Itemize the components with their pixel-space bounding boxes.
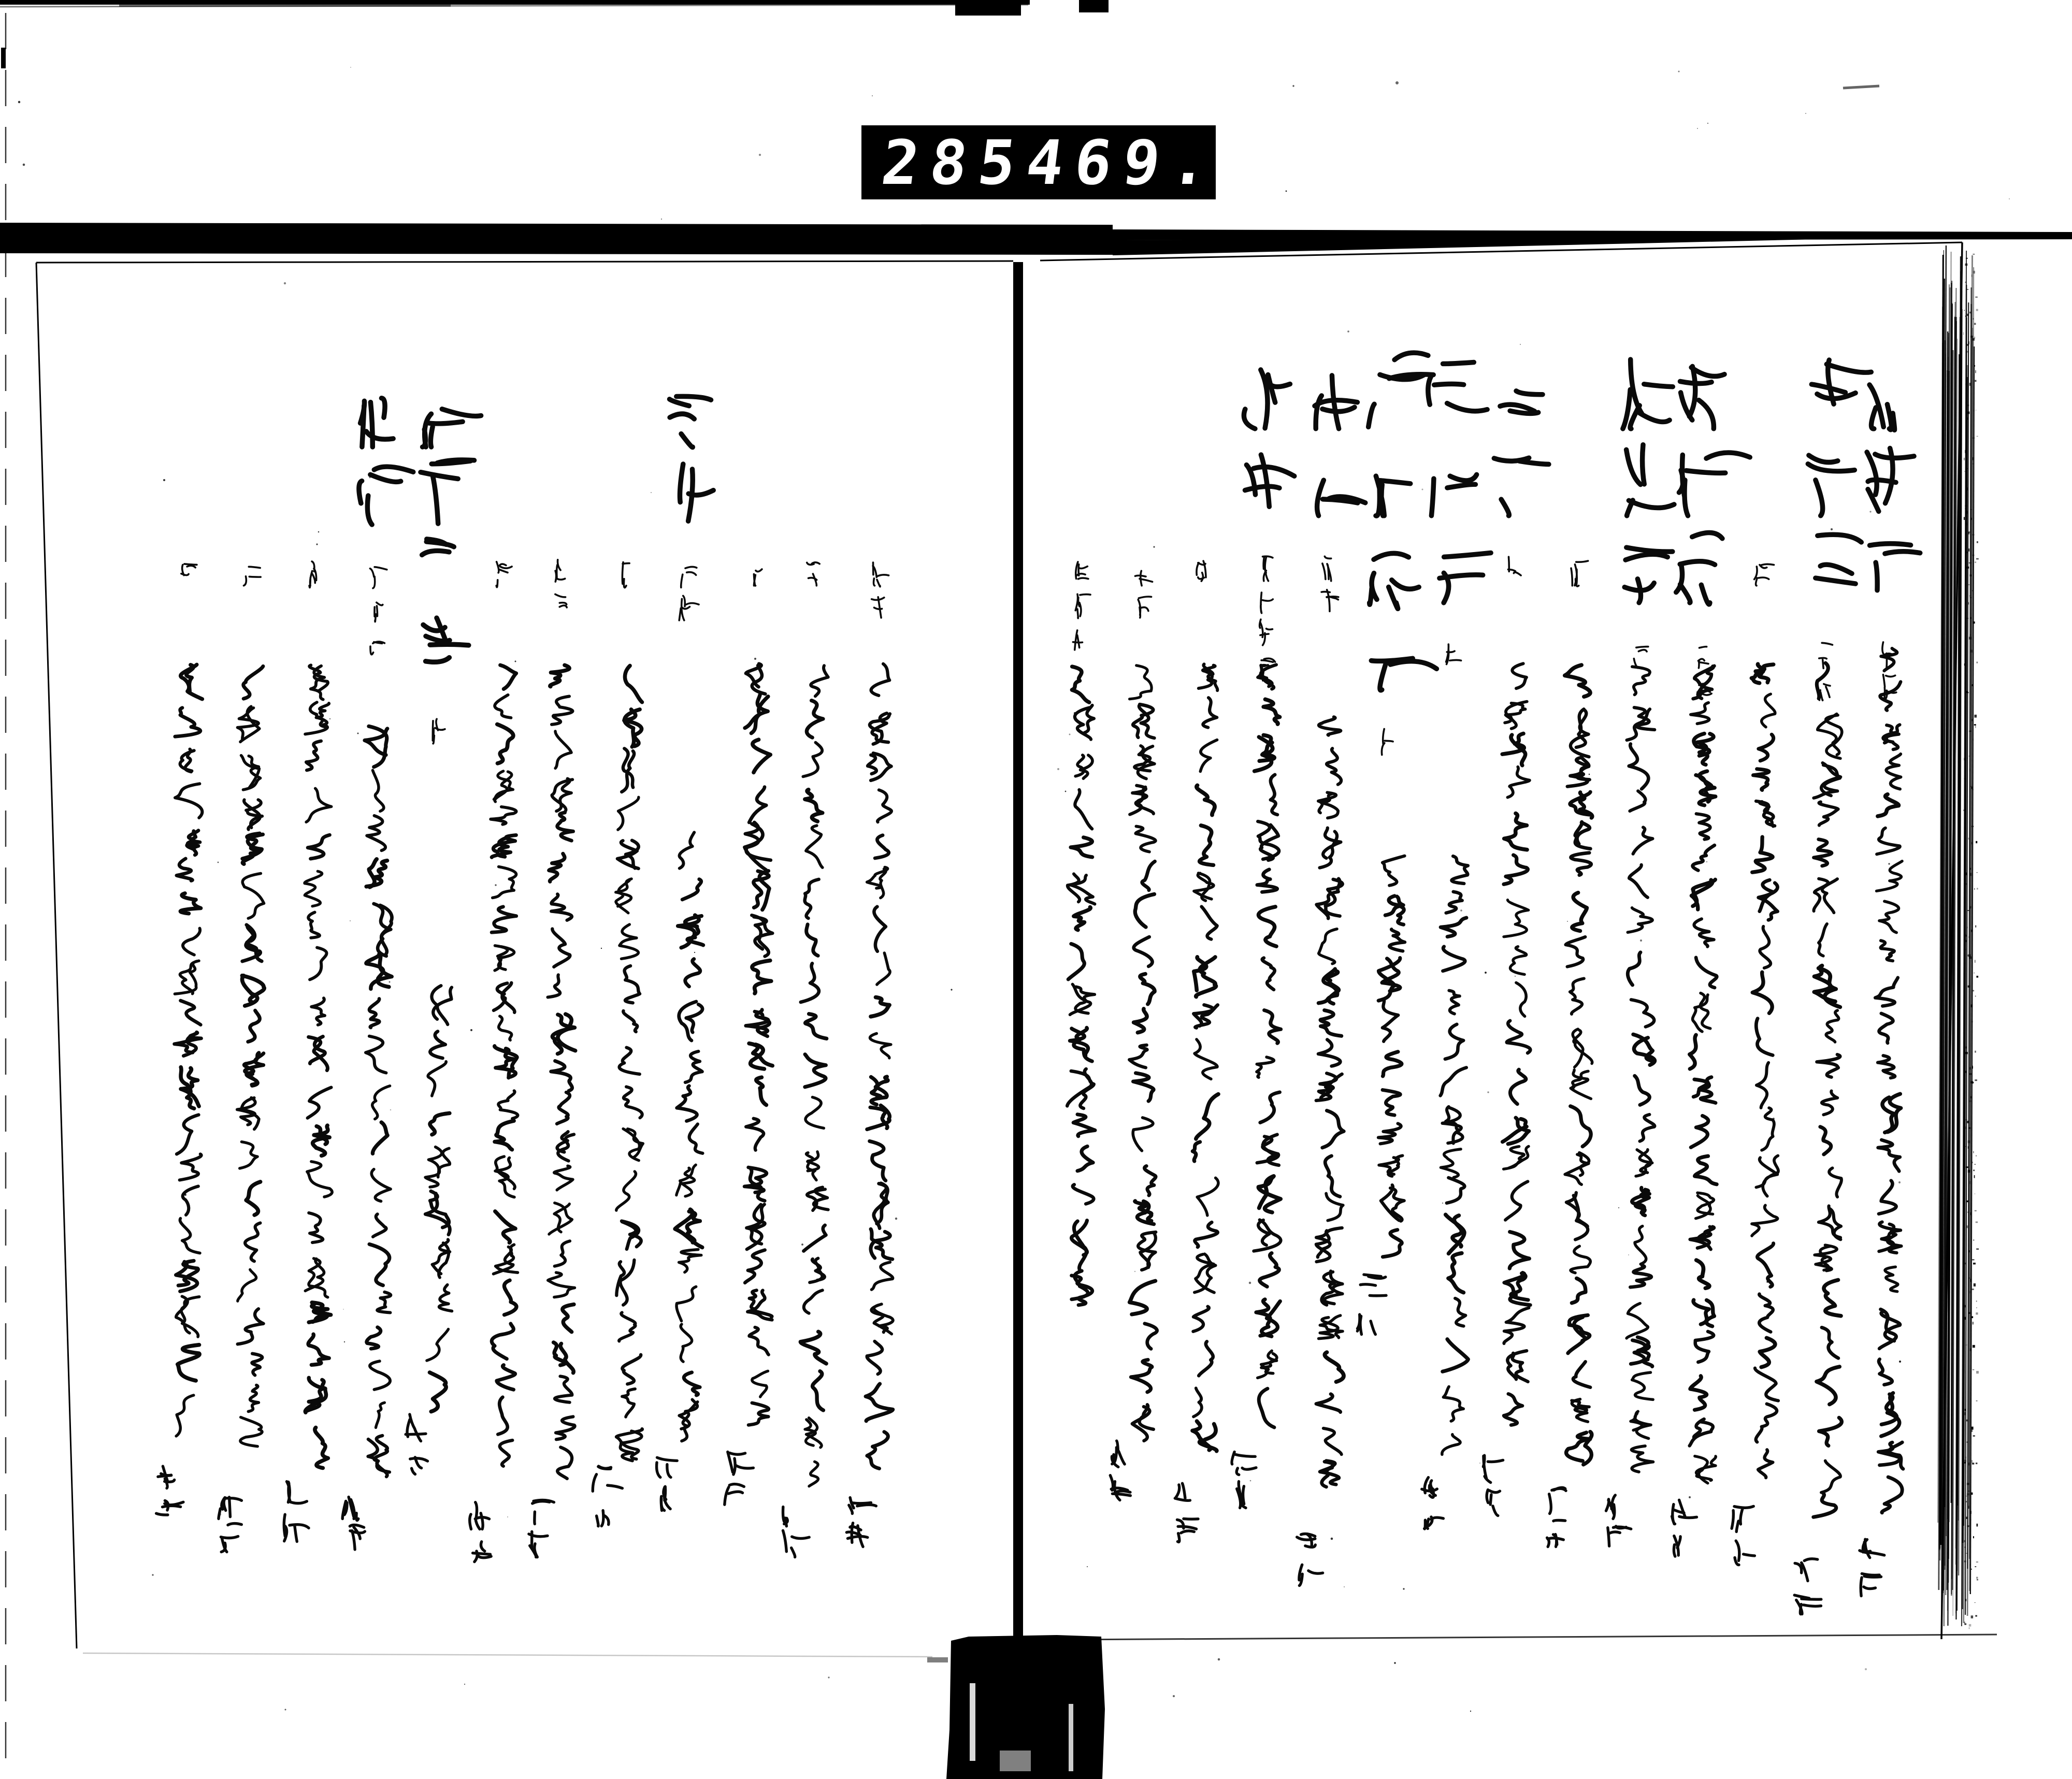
source-tag-calligraphy: [1571, 561, 1588, 586]
topic-header-calligraphy: [1428, 363, 1491, 603]
author-calligraphy: [1110, 1441, 1130, 1500]
topic-header-calligraphy: [1676, 366, 1750, 604]
poem-column: [365, 726, 392, 1477]
author-calligraphy: [783, 1507, 810, 1557]
source-tag-calligraphy: [872, 562, 889, 618]
source-tag-calligraphy: [496, 562, 512, 587]
source-tag-calligraphy: [244, 567, 261, 586]
poem-column: [237, 666, 264, 1446]
source-tag-calligraphy: [309, 561, 316, 588]
author-calligraphy: [846, 1498, 876, 1547]
author-calligraphy: [1794, 1559, 1821, 1614]
poem-column: [491, 665, 517, 1466]
source-tag-calligraphy: [181, 564, 197, 575]
poem-column: [1254, 665, 1280, 1428]
poem-column: [1378, 856, 1405, 1257]
poem-column: [175, 664, 203, 1436]
frame-counter-right: 469.: [1022, 126, 1224, 198]
source-tag-calligraphy: [1754, 564, 1774, 586]
source-tag-calligraphy: [1446, 644, 1461, 664]
frame-counter: [861, 125, 1224, 199]
source-tag-calligraphy: [622, 562, 629, 588]
author-calligraphy: [1672, 1500, 1697, 1556]
poem-column: [425, 986, 452, 1411]
topic-header-calligraphy: [1808, 360, 1871, 584]
poem-column: [744, 664, 772, 1425]
right-page-columns: [1067, 353, 1920, 1614]
poem-column: [1441, 856, 1469, 1454]
author-calligraphy: [529, 1500, 554, 1557]
source-tag-calligraphy: [1634, 647, 1648, 668]
poem-column: [305, 665, 332, 1468]
poem-column: [675, 832, 703, 1441]
author-calligraphy: [156, 1466, 183, 1515]
author-calligraphy: [1860, 1539, 1884, 1596]
poem-column: [1690, 666, 1717, 1483]
poem-column: [1814, 663, 1842, 1517]
topic-header-calligraphy: [1867, 385, 1920, 590]
poem-column: [800, 666, 828, 1486]
source-tag-calligraphy: [1321, 556, 1339, 611]
author-calligraphy: [284, 1482, 309, 1542]
left-page-left-edge: [36, 263, 77, 1648]
frame-counter-left: 285: [877, 126, 1031, 198]
author-calligraphy: [593, 1466, 622, 1526]
author-calligraphy: [1606, 1495, 1631, 1546]
author-calligraphy: [657, 1457, 678, 1510]
author-calligraphy: [725, 1452, 754, 1505]
poem-column: [1129, 666, 1157, 1441]
poem-column: [866, 664, 893, 1469]
poem-column: [1502, 663, 1530, 1425]
poem-column: [1316, 717, 1344, 1487]
topic-header-calligraphy: [1494, 391, 1549, 516]
author-calligraphy: [1175, 1483, 1198, 1542]
author-calligraphy: [1297, 1534, 1323, 1586]
author-calligraphy: [1732, 1506, 1754, 1565]
right-page-bottom-edge: [1062, 1635, 1997, 1640]
topic-header-calligraphy: [670, 396, 714, 521]
poem-column: [1751, 664, 1778, 1478]
source-tag-calligraphy: [679, 567, 699, 620]
poem-column: [1627, 667, 1654, 1472]
source-tag-calligraphy: [1073, 562, 1090, 650]
left-page-bottom-edge: [83, 1653, 932, 1657]
source-tag-calligraphy: [555, 560, 567, 608]
poem-column: [1192, 664, 1218, 1451]
source-tag-calligraphy: [370, 567, 386, 655]
author-calligraphy: [470, 1502, 491, 1562]
author-calligraphy: [406, 1414, 427, 1474]
topic-header-calligraphy: [421, 409, 481, 662]
source-tag-calligraphy: [1260, 556, 1275, 681]
poem-column: [1067, 667, 1095, 1305]
topic-header-calligraphy: [359, 398, 413, 525]
author-calligraphy: [219, 1497, 241, 1552]
author-calligraphy: [1357, 1275, 1386, 1334]
source-tag-calligraphy: [1382, 729, 1393, 755]
author-calligraphy: [1232, 1452, 1256, 1508]
author-calligraphy: [342, 1497, 365, 1550]
topic-header-calligraphy: [1244, 370, 1294, 507]
poem-column: [616, 666, 643, 1460]
author-calligraphy: [1483, 1455, 1503, 1515]
source-tag-calligraphy: [433, 719, 445, 744]
author-calligraphy: [1547, 1487, 1566, 1546]
topic-header-calligraphy: [1315, 375, 1365, 516]
topic-header-calligraphy: [1369, 353, 1437, 690]
source-tag-calligraphy: [1135, 571, 1152, 618]
gutter: [927, 262, 1105, 1779]
source-tag-calligraphy: [807, 562, 820, 586]
source-tag-calligraphy: [754, 569, 762, 586]
source-tag-calligraphy: [1508, 557, 1521, 575]
poem-column: [1875, 648, 1903, 1513]
shadow-band: [0, 223, 2072, 255]
left-page-top-edge: [36, 261, 1013, 263]
left-page-columns: [156, 396, 893, 1561]
source-tag-calligraphy: [1197, 561, 1206, 581]
author-calligraphy: [1422, 1478, 1444, 1529]
topic-header-calligraphy: [1623, 359, 1674, 603]
poem-column: [548, 665, 575, 1479]
poem-column: [1565, 665, 1592, 1465]
